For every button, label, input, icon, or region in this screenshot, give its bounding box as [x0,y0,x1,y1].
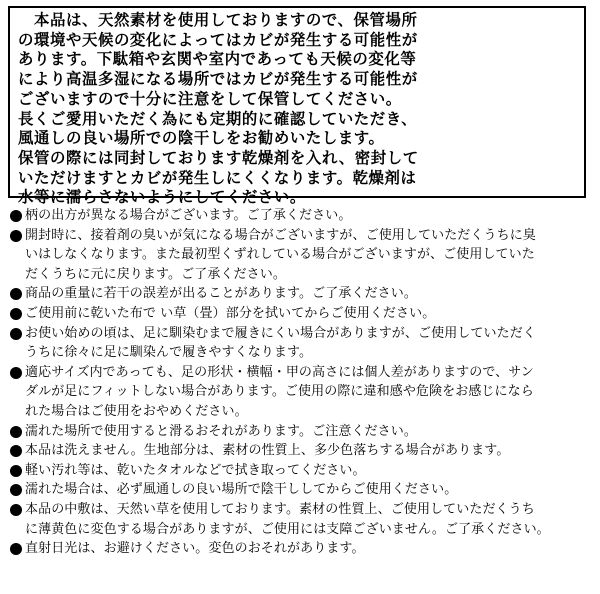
caution-item [10,206,594,226]
bullet-icon [10,230,22,242]
bullet-icon [10,328,22,340]
caution-list [10,206,594,559]
bullet-icon [10,543,22,555]
bullet-icon [10,308,22,320]
caution-item [10,500,594,539]
storage-notice-text: 本品は、天然素材を使用しておりますので、保管場所 の環境や天候の変化によってはカビが発生する可能性が あります。下駄箱や玄関や室内であっても天候の変化等 により高温多湿になる場所ではカビが発生する可能性が ございますので十分に注意をして保管してください。 長くご愛用いただく為にも定期的に確認していただき、 風通しの良い場所での陰干しをお勧めいたします。 保管の際には同封しております乾燥剤を入れ、密封して いただけますとカビが発生しにくくなります。乾燥剤は 水等に濡らさないようにしてください。 [18,11,419,207]
caution-item [10,539,594,559]
caution-item [10,226,594,285]
caution-item [10,304,594,324]
bullet-icon [10,445,22,457]
caution-text: 柄の出方が異なる場合がございます。ご了承ください。 [25,208,352,223]
caution-item [10,284,594,304]
bullet-icon [10,484,22,496]
caution-text: 濡れた場合は、必ず風通しの良い場所で陰干ししてからご使用ください。 [25,482,458,498]
caution-text: お使い始めの頃は、足に馴染むまで履きにくい場合がありますが、ご使用していただく うちに徐々に足に馴染んで履きやすくなります。 [25,325,536,361]
bullet-icon [10,465,22,477]
caution-text: 本品の中敷は、天然い草を使用しております。素材の性質上、ご使用していただくうち に薄黄色に変色する場合がありますが、ご使用には支障ございません。ご了承ください。 [25,501,550,537]
caution-text: 濡れた場所で使用すると滑るおそれがあります。ご注意ください。 [25,423,417,439]
bullet-icon [10,288,22,300]
caution-item [10,461,594,481]
caution-text: 軽い汚れ等は、乾いたタオルなどで拭き取ってください。 [25,462,366,478]
caution-text: 開封時に、接着剤の臭いが気になる場合がございますが、ご使用していただくうちに臭 いはしなくなります。また最初型くずれしている場合がございますが、ご使用していた だくうちに元に戻ります。ご了承ください。 [25,227,536,282]
caution-text: 本品は洗えません。生地部分は、素材の性質上、多少色落ちする場合があります。 [25,443,510,459]
storage-notice-box [8,6,586,207]
caution-item [10,480,594,500]
caution-text: 商品の重量に若干の誤差が出ることがあります。ご了承ください。 [25,286,417,302]
bullet-icon [10,426,22,438]
caution-text: 適応サイズ内であっても、足の形状・横幅・甲の高さには個人差がありますので、サン ダルが足にフィットしない場合があります。ご使用の際に違和感や危険をお感じになら れた場合はご使用をおやめください。 [25,364,534,419]
bullet-icon [10,210,22,222]
caution-text: 直射日光は、お避けください。変色のおそれがあります。 [25,541,365,557]
bullet-icon [10,504,22,516]
bullet-icon [10,367,22,379]
caution-item [10,363,594,422]
caution-item [10,422,594,442]
caution-item [10,441,594,461]
caution-text: ご使用前に乾いた布で い草（畳）部分を拭いてからご使用ください。 [25,305,436,321]
caution-item [10,324,594,363]
